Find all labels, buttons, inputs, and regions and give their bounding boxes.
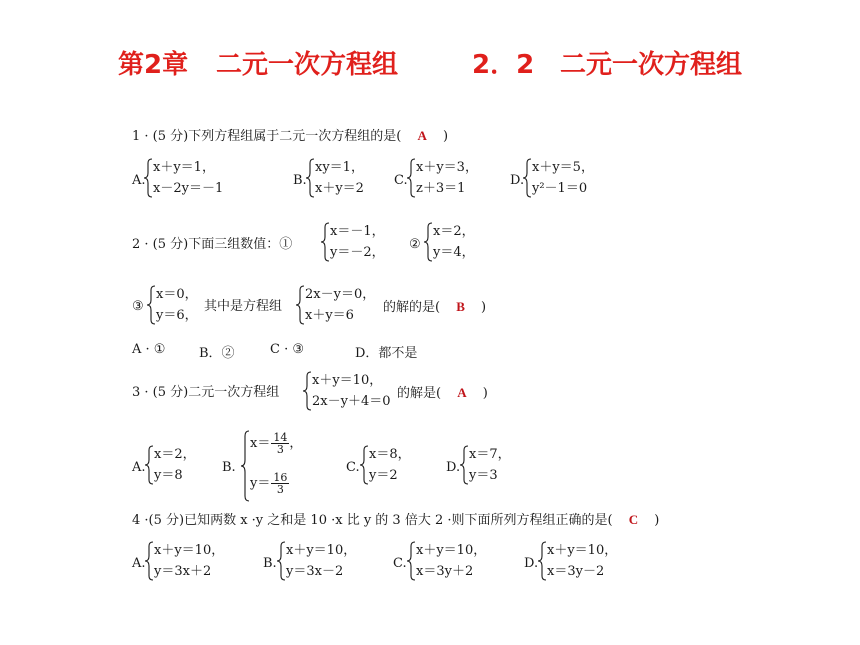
- q2-answer: B: [456, 299, 465, 314]
- q2-circle-3: ③: [132, 299, 144, 314]
- q4-stem-close: ): [654, 513, 660, 528]
- equation-line: x＝3y－2: [547, 564, 605, 579]
- q3-tail-close: ): [482, 386, 488, 401]
- denominator: 3: [276, 483, 284, 496]
- q2-tail-close: ): [481, 300, 487, 315]
- equation-line: z＋3＝1: [416, 181, 466, 196]
- equation-line: x＋y＝6: [305, 308, 354, 323]
- variable-x: x＝: [250, 436, 271, 451]
- q4-answer: C: [628, 512, 639, 527]
- q4-stem-text: 4 ·(5 分)已知两数 x ·y 之和是 10 ·x 比 y 的 3 倍大 2 ·则下面所列方程组正确的是(: [132, 513, 613, 528]
- equation-line: x＝2，: [433, 224, 475, 239]
- q4-option-c-label: C.: [393, 556, 407, 571]
- q2-stem: 2 · (5 分)下面三组数值：①: [132, 237, 293, 252]
- chapter-name: 二元一次方程组: [216, 50, 399, 80]
- q3-tail: [397, 385, 488, 402]
- equation-line: x＋y＝10，: [154, 543, 225, 558]
- q2-middle-text: 其中是方程组: [204, 299, 283, 314]
- equation-line: x＝－1，: [330, 224, 385, 239]
- fraction-line-y: [250, 472, 289, 495]
- q2-option-a: A · ①: [132, 342, 166, 357]
- section-number: 2．2: [472, 50, 535, 80]
- q2-option-b: B．②: [199, 346, 235, 361]
- equation-line: y＝3: [469, 468, 498, 483]
- equation-line: x＋y＝3，: [416, 160, 478, 175]
- q3-option-c-label: C.: [346, 460, 360, 475]
- q4-option-a-label: A.: [132, 556, 146, 571]
- q1-stem: [132, 128, 448, 145]
- q1-option-a-label: A.: [132, 173, 146, 188]
- equation-line: x＋y＝1，: [153, 160, 215, 175]
- equation-line: x＝0，: [156, 287, 198, 302]
- equation-line: x＝8，: [369, 447, 411, 462]
- q2-option-d: D．都不是: [355, 346, 418, 361]
- equation-line: x＋y＝10，: [286, 543, 357, 558]
- variable-y: y＝: [250, 476, 271, 491]
- q1-option-b-label: B.: [293, 173, 307, 188]
- q2-circle-2: ②: [409, 237, 421, 252]
- equation-line: x＝3y＋2: [416, 564, 474, 579]
- q1-stem-text: 1 · (5 分)下列方程组属于二元一次方程组的是(: [132, 129, 402, 144]
- q1-option-d-label: D.: [510, 173, 525, 188]
- fraction: [271, 472, 289, 495]
- section-name: 二元一次方程组: [560, 50, 743, 80]
- equation-line: y＝3x－2: [286, 564, 344, 579]
- q4-stem: [132, 512, 659, 529]
- q1-answer: A: [417, 128, 427, 143]
- equation-line: 2x－y＝0，: [305, 287, 376, 302]
- page-title: [0, 44, 860, 84]
- equation-line: x－2y＝－1: [153, 181, 224, 196]
- equation-line: y＝6，: [156, 308, 198, 323]
- q3-option-a-label: A.: [132, 460, 146, 475]
- q3-answer: A: [457, 385, 467, 400]
- fraction-line-x: [250, 432, 302, 455]
- equation-line: y＝2: [369, 468, 398, 483]
- q3-tail-text: 的解是(: [397, 386, 442, 401]
- q2-tail: [383, 299, 486, 316]
- denominator: 3: [276, 443, 284, 456]
- q3-option-b-label: B.: [222, 460, 236, 475]
- q4-option-b-label: B.: [263, 556, 277, 571]
- equation-line: x＋y＝5，: [532, 160, 594, 175]
- q3-option-d-label: D.: [446, 460, 461, 475]
- q4-option-d-label: D.: [524, 556, 539, 571]
- equation-line: x＋y＝2: [315, 181, 364, 196]
- equation-line: y＝8: [154, 468, 183, 483]
- q2-option-c: C · ③: [270, 342, 304, 357]
- equation-line: x＋y＝10，: [312, 373, 383, 388]
- chapter-number: 第2章: [118, 50, 189, 80]
- numerator: 14: [273, 431, 288, 444]
- numerator: 16: [273, 471, 288, 484]
- q1-stem-close: ): [442, 129, 449, 144]
- equation-line: x＋y＝10，: [547, 543, 618, 558]
- fraction: [271, 432, 289, 455]
- equation-line: xy＝1，: [315, 160, 364, 175]
- equation-line: 2x－y＋4＝0: [312, 394, 391, 409]
- equation-line: x＝2，: [154, 447, 196, 462]
- equation-line: x＝7，: [469, 447, 511, 462]
- equation-line: y²－1＝0: [532, 181, 588, 196]
- equation-line: y＝3x＋2: [154, 564, 212, 579]
- equation-line: x＋y＝10，: [416, 543, 487, 558]
- q1-option-c-label: C.: [394, 173, 408, 188]
- q3-stem: 3 · (5 分)二元一次方程组: [132, 385, 280, 400]
- equation-line: y＝4，: [433, 245, 475, 260]
- q2-tail-text: 的解的是(: [383, 300, 441, 315]
- equation-line: y＝－2，: [330, 245, 385, 260]
- comma: ，: [289, 436, 303, 451]
